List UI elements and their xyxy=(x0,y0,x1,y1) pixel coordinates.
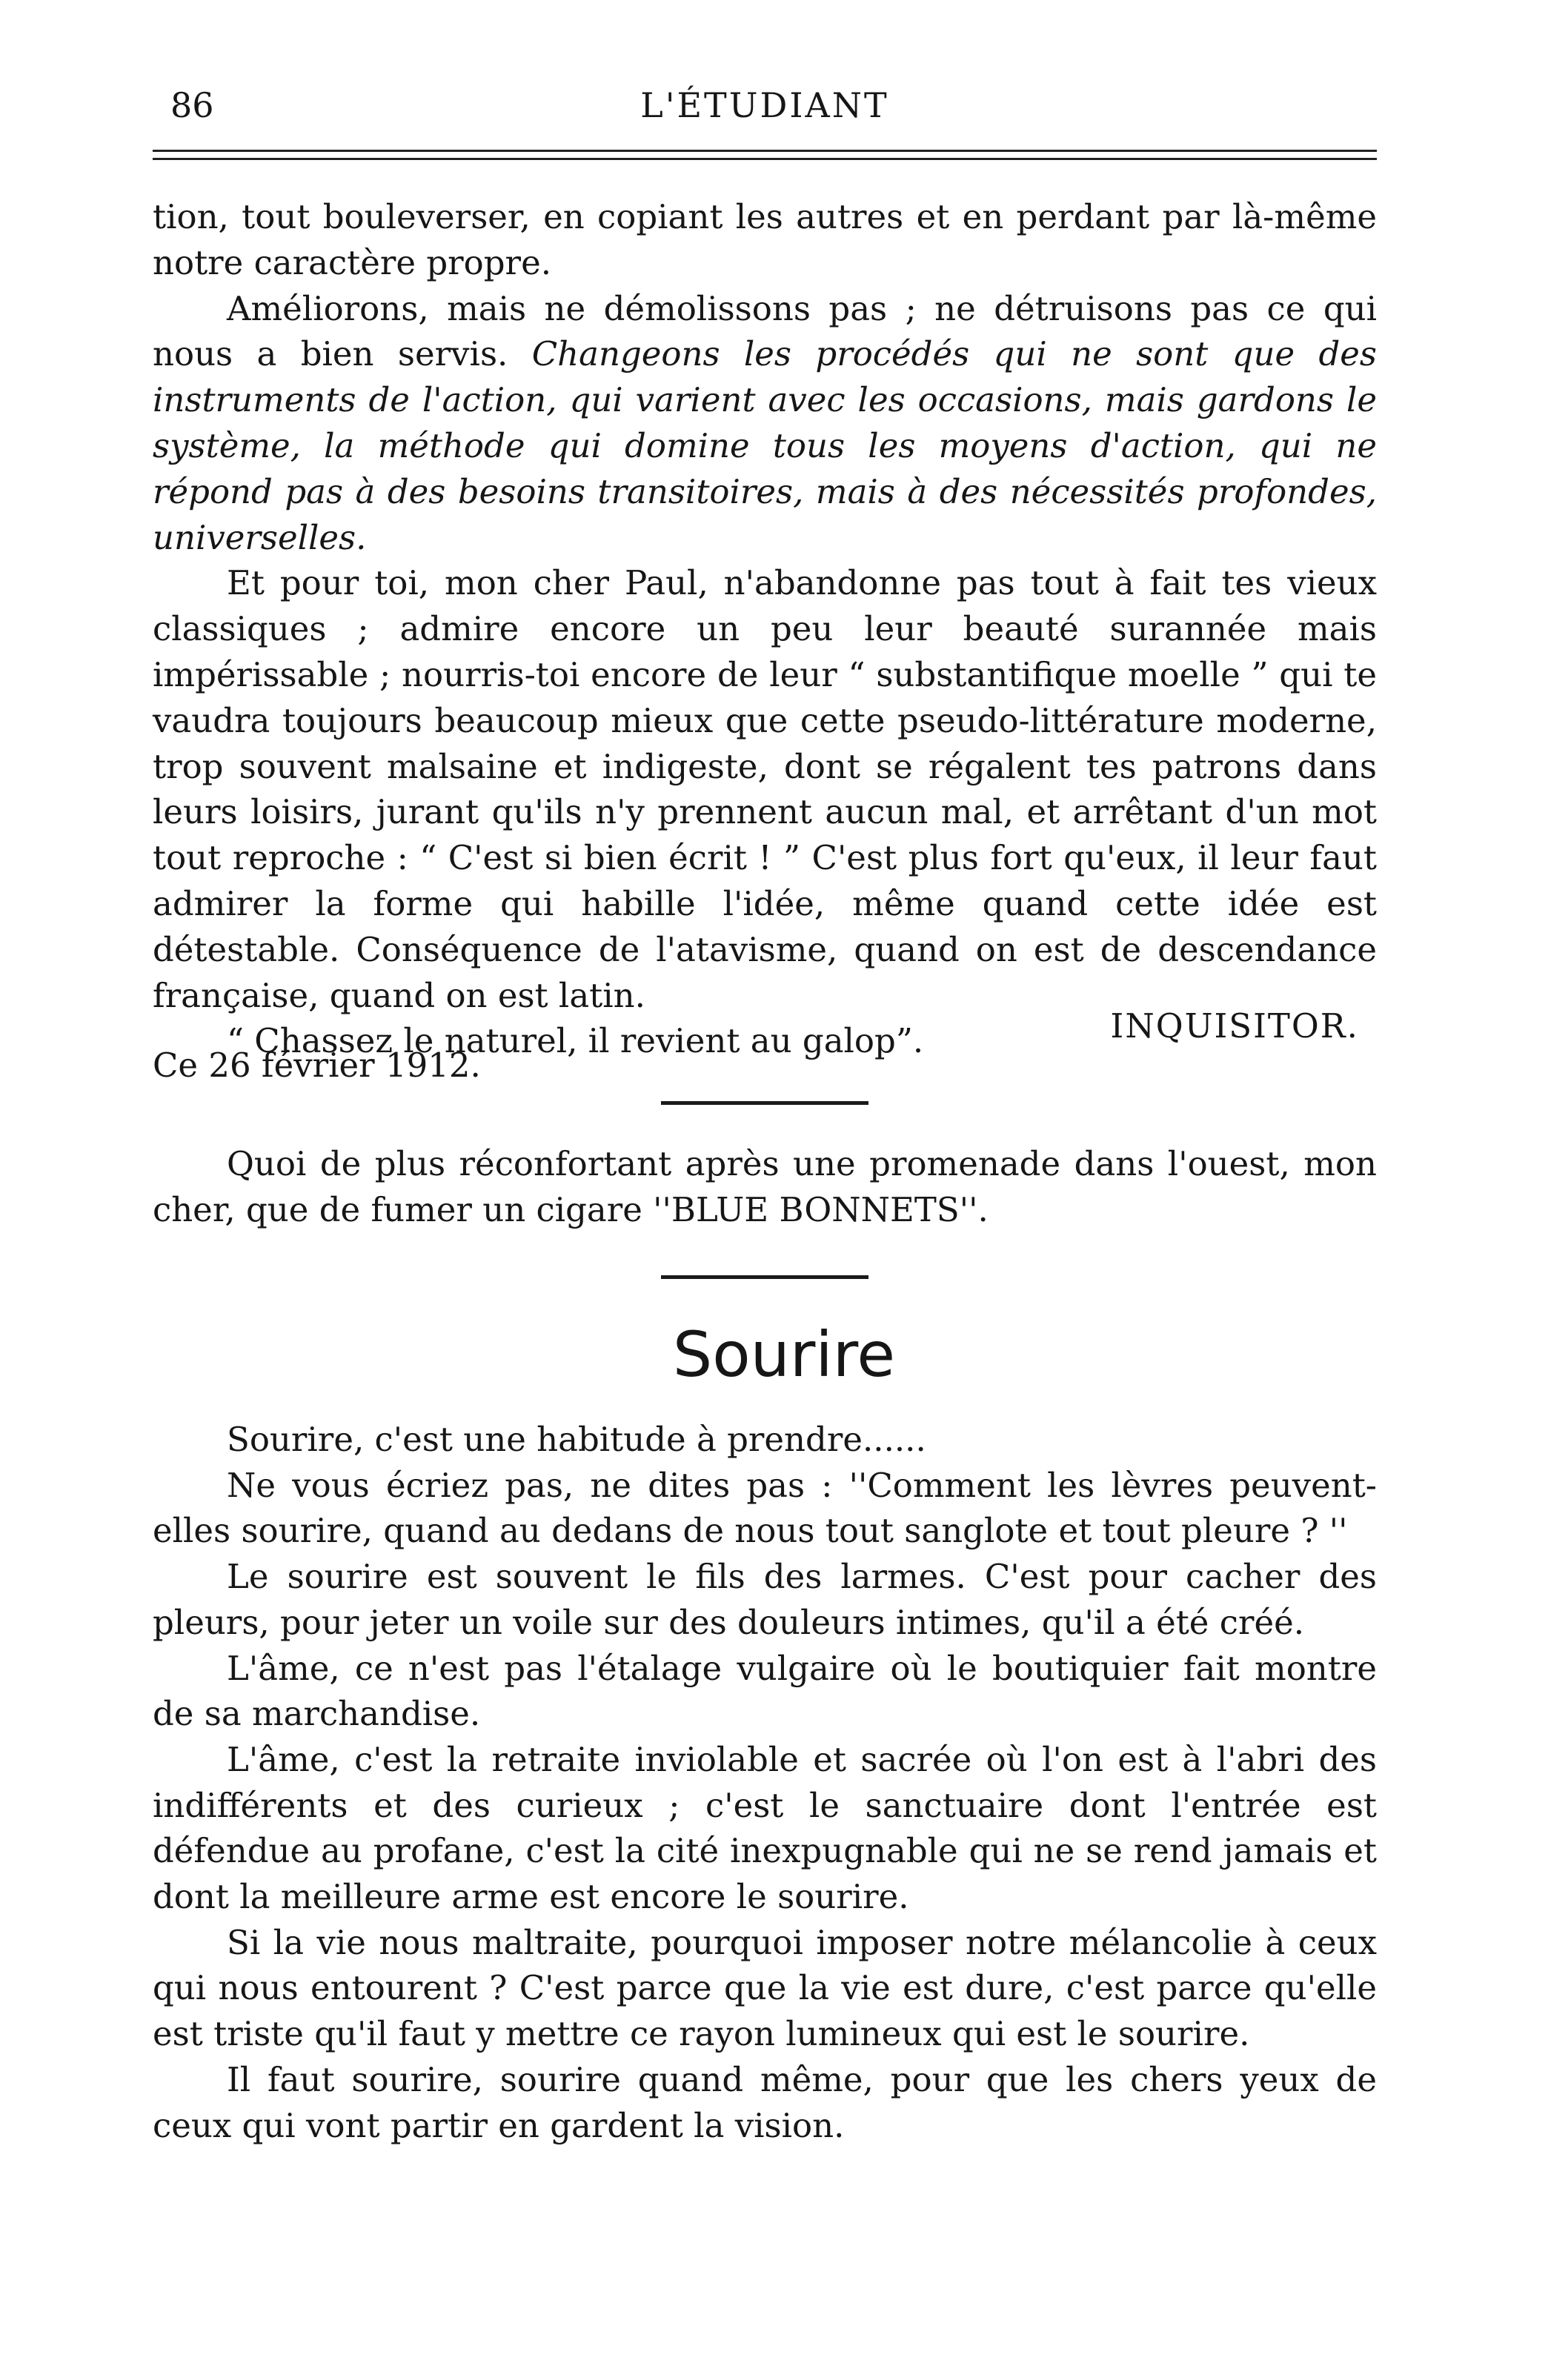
section-divider xyxy=(661,1101,868,1105)
italic-passage: Changeons les procédés qui ne sont que des instruments de l'action, qui varient avec les occasions, mais gardons le système, la méthode qui domine tous les moyens d'action, qui ne répond pas à des besoins transitoires, mais à des nécessités profondes, universelles. xyxy=(153,334,1377,557)
page-header xyxy=(153,83,1377,135)
running-title: L'ÉTUDIANT xyxy=(640,85,889,125)
story-paragraph: Ne vous écriez pas, ne dites pas : ''Comment les lèvres peuvent-elles sourire, quand au dedans de nous tout sanglote et tout pleure ? '' xyxy=(153,1465,1377,1551)
sourire-body xyxy=(153,1417,1377,2148)
header-double-rule xyxy=(153,150,1377,160)
author-signature: INQUISITOR. xyxy=(1110,1006,1359,1046)
story-paragraph: Il faut sourire, sourire quand même, pour que les chers yeux de ceux qui vont partir en gardent la vision. xyxy=(153,2059,1377,2145)
advert-block xyxy=(153,1141,1377,1233)
story-paragraph: Sourire, c'est une habitude à prendre...... xyxy=(227,1420,926,1459)
article-quote: “ Chassez le naturel, il revient au galop”. xyxy=(227,1021,924,1061)
dateline: Ce 26 février 1912. xyxy=(153,1046,481,1085)
article-paragraph: tion, tout bouleverser, en copiant les autres et en perdant par là-même notre caractère propre. xyxy=(153,197,1377,282)
story-paragraph: L'âme, c'est la retraite inviolable et sacrée où l'on est à l'abri des indifférents et des curieux ; c'est le sanctuaire dont l'entrée est défendue au profane, c'est la cité inexpugnable qui ne se rend jamais et dont la meilleure arme est encore le sourire. xyxy=(153,1739,1377,1917)
article-sentence: Améliorons, mais ne démolissons pas ; ne détruisons pas ce qui nous a bien servis. xyxy=(153,288,1377,374)
advert-text: Quoi de plus réconfortant après une promenade dans l'ouest, mon cher, que de fumer un cigare ''BLUE BONNETS''. xyxy=(153,1144,1377,1229)
section-title: Sourire xyxy=(672,1318,896,1391)
story-paragraph: Si la vie nous maltraite, pourquoi imposer notre mélancolie à ceux qui nous entourent ? C'est parce que la vie est dure, c'est parce qu'elle est triste qu'il faut y mettre ce rayon lumineux qui est le sourire. xyxy=(153,1922,1377,2054)
page-number: 86 xyxy=(170,85,214,125)
section-divider xyxy=(661,1275,868,1279)
article-body xyxy=(153,194,1377,1064)
article-paragraph: Et pour toi, mon cher Paul, n'abandonne pas tout à fait tes vieux classiques ; admire encore un peu leur beauté surannée mais impérissable ; nourris-toi encore de leur “ substantifique moelle ” qui te vaudra toujours beaucoup mieux que cette pseudo-littérature moderne, trop souvent malsaine et indigeste, dont se régalent tes patrons dans leurs loisirs, jurant qu'ils n'y prennent aucun mal, et arrêtant d'un mot tout reproche : “ C'est si bien écrit ! ” C'est plus fort qu'eux, il leur faut admirer la forme qui habille l'idée, même quand cette idée est détestable. Conséquence de l'atavisme, quand on est de descendance française, quand on est latin. xyxy=(153,563,1377,1015)
story-paragraph: Le sourire est souvent le fils des larmes. C'est pour cacher des pleurs, pour jeter un voile sur des douleurs intimes, qu'il a été créé. xyxy=(153,1557,1377,1642)
story-paragraph: L'âme, ce n'est pas l'étalage vulgaire où le boutiquier fait montre de sa marchandise. xyxy=(153,1648,1377,1734)
article-paragraph xyxy=(153,286,1377,561)
